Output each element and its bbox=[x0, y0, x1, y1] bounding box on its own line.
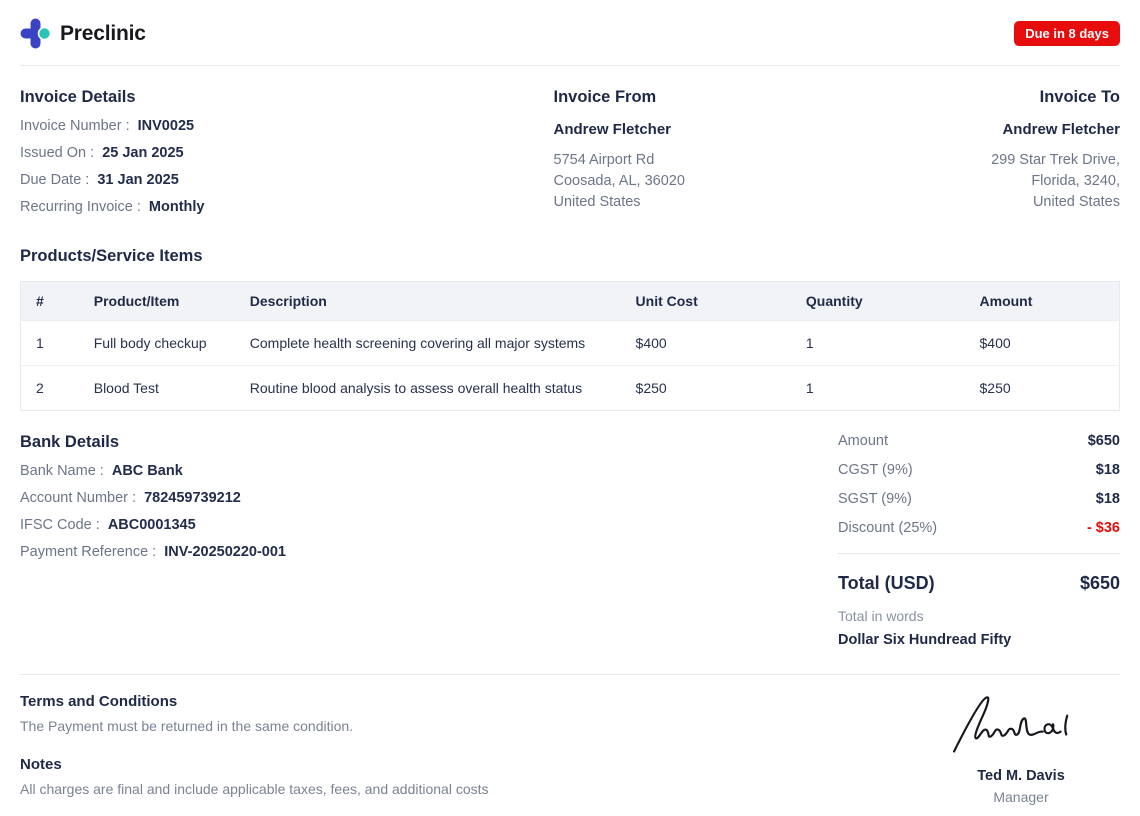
summary-amount-row bbox=[838, 433, 1120, 449]
summary-column bbox=[838, 433, 1120, 648]
invoice-to-name: Andrew Fletcher bbox=[1002, 121, 1120, 138]
bank-name-label: Bank Name : bbox=[20, 463, 104, 479]
recurring-invoice-value: Monthly bbox=[148, 199, 205, 215]
address-line: Florida, 3240, bbox=[1031, 173, 1120, 189]
table-row bbox=[21, 366, 1120, 411]
col-header-quantity: Quantity bbox=[791, 282, 965, 321]
issued-on-value: 25 Jan 2025 bbox=[102, 145, 184, 161]
total-value: $650 bbox=[1079, 573, 1120, 593]
summary-sgst-value: $18 bbox=[1095, 491, 1120, 507]
invoice-from-name: Andrew Fletcher bbox=[553, 121, 672, 138]
signatory-role: Manager bbox=[993, 789, 1049, 805]
footer-section bbox=[20, 675, 1120, 805]
bank-name-value: ABC Bank bbox=[111, 463, 183, 479]
due-status-badge: Due in 8 days bbox=[1014, 21, 1120, 46]
invoice-to-address bbox=[991, 150, 1120, 213]
table-row bbox=[21, 321, 1120, 366]
invoice-details-column bbox=[20, 88, 554, 215]
bank-details-heading: Bank Details bbox=[20, 433, 120, 451]
signature-image bbox=[946, 693, 1096, 764]
notes-text: All charges are final and include applicable taxes, fees, and additional costs bbox=[20, 781, 489, 797]
terms-block bbox=[20, 693, 489, 734]
brand-name: Preclinic bbox=[60, 21, 146, 45]
summary-divider bbox=[838, 553, 1120, 554]
due-date-label: Due Date : bbox=[20, 172, 90, 188]
invoice-to-heading: Invoice To bbox=[1039, 88, 1120, 106]
col-header-description: Description bbox=[235, 282, 621, 321]
col-header-index: # bbox=[21, 282, 79, 321]
bank-details-column bbox=[20, 433, 625, 648]
ifsc-code-value: ABC0001345 bbox=[107, 517, 196, 533]
brand bbox=[20, 18, 146, 49]
total-in-words-label: Total in words bbox=[838, 608, 924, 624]
address-line: United States bbox=[1032, 194, 1120, 210]
cell-index: 1 bbox=[21, 321, 79, 366]
ifsc-code-label: IFSC Code : bbox=[20, 517, 100, 533]
summary-cgst-row bbox=[838, 462, 1120, 478]
due-date-line bbox=[20, 172, 554, 188]
cell-index: 2 bbox=[21, 366, 79, 411]
col-header-product: Product/Item bbox=[79, 282, 235, 321]
summary-amount-label: Amount bbox=[838, 433, 888, 449]
invoice-number-line bbox=[20, 118, 554, 134]
cell-unit-cost: $250 bbox=[621, 366, 791, 411]
invoice-from-heading: Invoice From bbox=[553, 88, 657, 106]
invoice-info-section bbox=[20, 66, 1120, 215]
payment-reference-label: Payment Reference : bbox=[20, 544, 157, 560]
payment-reference-line bbox=[20, 544, 625, 560]
logo-cross-icon bbox=[20, 18, 51, 49]
account-number-value: 782459739212 bbox=[144, 490, 241, 506]
terms-notes-column bbox=[20, 693, 489, 805]
account-number-label: Account Number : bbox=[20, 490, 137, 506]
account-number-line bbox=[20, 490, 625, 506]
invoice-number-value: INV0025 bbox=[137, 118, 195, 134]
terms-heading: Terms and Conditions bbox=[20, 693, 178, 710]
due-date-value: 31 Jan 2025 bbox=[97, 172, 179, 188]
signatory-name: Ted M. Davis bbox=[977, 768, 1065, 784]
invoice-details-heading: Invoice Details bbox=[20, 88, 136, 106]
address-line: Coosada, AL, 36020 bbox=[553, 173, 685, 189]
issued-on-line bbox=[20, 145, 554, 161]
issued-on-label: Issued On : bbox=[20, 145, 95, 161]
summary-sgst-row bbox=[838, 491, 1120, 507]
summary-discount-value: - $36 bbox=[1086, 520, 1120, 536]
cell-amount: $250 bbox=[965, 366, 1120, 411]
cell-product: Full body checkup bbox=[79, 321, 235, 366]
recurring-invoice-label: Recurring Invoice : bbox=[20, 199, 141, 215]
bank-and-summary-section bbox=[20, 433, 1120, 648]
ifsc-code-line bbox=[20, 517, 625, 533]
header-bar bbox=[20, 0, 1120, 66]
cell-quantity: 1 bbox=[791, 321, 965, 366]
summary-cgst-value: $18 bbox=[1095, 462, 1120, 478]
notes-block bbox=[20, 756, 489, 797]
terms-text: The Payment must be returned in the same condition. bbox=[20, 718, 354, 734]
col-header-unit-cost: Unit Cost bbox=[621, 282, 791, 321]
invoice-to-column bbox=[991, 88, 1120, 215]
bank-name-line bbox=[20, 463, 625, 479]
cell-description: Routine blood analysis to assess overall health status bbox=[235, 366, 621, 411]
address-line: 5754 Airport Rd bbox=[553, 152, 655, 168]
summary-discount-label: Discount (25%) bbox=[838, 520, 938, 536]
summary-amount-value: $650 bbox=[1087, 433, 1120, 449]
address-line: United States bbox=[553, 194, 641, 210]
cell-amount: $400 bbox=[965, 321, 1120, 366]
summary-cgst-label: CGST (9%) bbox=[838, 462, 913, 478]
notes-heading: Notes bbox=[20, 756, 62, 773]
total-in-words-value: Dollar Six Hundread Fifty bbox=[838, 632, 1012, 648]
summary-sgst-label: SGST (9%) bbox=[838, 491, 912, 507]
total-label: Total (USD) bbox=[838, 573, 935, 593]
table-header-row bbox=[21, 282, 1120, 321]
cell-product: Blood Test bbox=[79, 366, 235, 411]
items-table bbox=[20, 281, 1120, 411]
summary-discount-row bbox=[838, 520, 1120, 536]
cell-unit-cost: $400 bbox=[621, 321, 791, 366]
address-line: 299 Star Trek Drive, bbox=[991, 152, 1120, 168]
invoice-from-address bbox=[554, 150, 992, 213]
recurring-invoice-line bbox=[20, 199, 554, 215]
payment-reference-value: INV-20250220-001 bbox=[164, 544, 286, 560]
signature-block bbox=[926, 693, 1116, 805]
invoice-number-label: Invoice Number : bbox=[20, 118, 130, 134]
invoice-from-column bbox=[554, 88, 992, 215]
total-row bbox=[838, 573, 1120, 594]
items-section-heading: Products/Service Items bbox=[20, 247, 203, 265]
col-header-amount: Amount bbox=[965, 282, 1120, 321]
cell-quantity: 1 bbox=[791, 366, 965, 411]
cell-description: Complete health screening covering all major systems bbox=[235, 321, 621, 366]
